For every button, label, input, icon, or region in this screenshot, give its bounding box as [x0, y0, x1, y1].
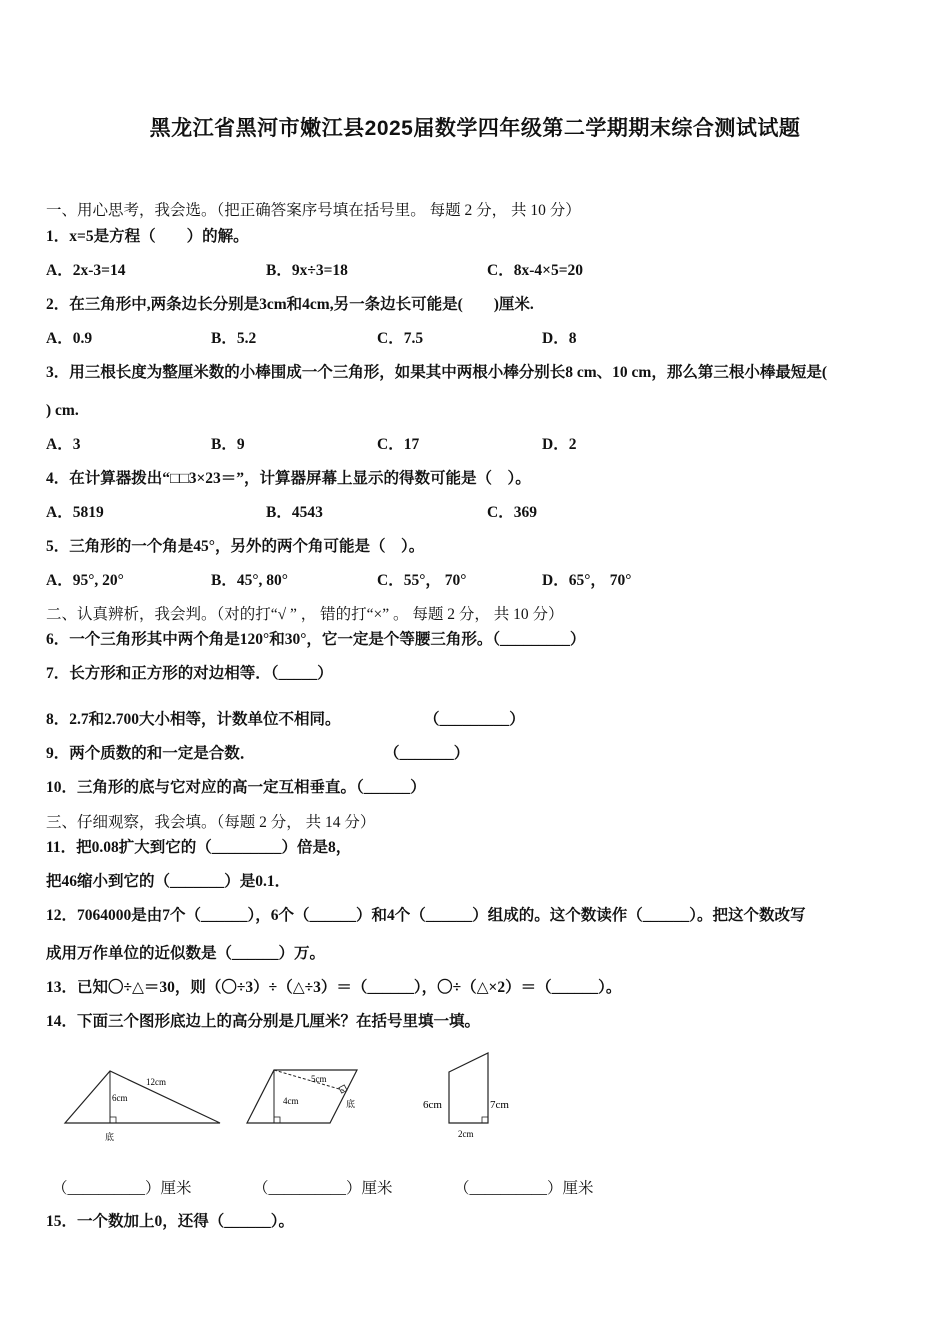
triangle-height-label: 6cm — [112, 1093, 128, 1103]
triangle-figure — [60, 1065, 225, 1150]
question-12: 12．7064000是由7个（______），6个（______）和4个（______）组成的。这个数读作（______）。把这个数改写 — [46, 907, 806, 924]
question-8: 8．2.7和2.700大小相等，计数单位不相同。 — [46, 711, 341, 728]
question-2: 2．在三角形中,两条边长分别是3cm和4cm,另一条边长可能是( )厘米. — [46, 296, 534, 313]
question-11: 11．把0.08扩大到它的（_________）倍是8， — [46, 839, 352, 856]
parallelogram-height-label: 4cm — [283, 1096, 299, 1106]
triangle-shape — [65, 1071, 220, 1123]
q4-option-b: B．4543 — [266, 504, 323, 521]
q14-answer-3: （__________）厘米 — [454, 1180, 594, 1197]
section-2-heading: 二、认真辨析，我会判。（对的打“√ ” ， 错的打“×” 。 每题 2 分， 共 10 分） — [46, 606, 564, 623]
question-1: 1．x=5是方程（ ）的解。 — [46, 228, 249, 245]
section-3-heading: 三、仔细观察，我会填。（每题 2 分， 共 14 分） — [46, 814, 376, 831]
question-15: 15．一个数加上0，还得（______）。 — [46, 1213, 295, 1230]
q5-option-c: C．55°， 70° — [377, 572, 467, 589]
parallelogram-figure — [243, 1065, 363, 1130]
question-3-continued: ) cm. — [46, 402, 79, 419]
section-1-heading: 一、用心思考，我会选。（把正确答案序号填在括号里。 每题 2 分， 共 10 分） — [46, 202, 581, 219]
right-angle-mark — [482, 1117, 488, 1123]
trapezoid-left-label: 6cm — [423, 1099, 442, 1111]
parallelogram-side-label: 5cm — [311, 1074, 327, 1084]
trapezoid-right-label: 7cm — [490, 1099, 509, 1111]
trapezoid-bottom-label: 2cm — [458, 1129, 474, 1139]
q4-option-a: A．5819 — [46, 504, 104, 521]
q4-option-c: C．369 — [487, 504, 537, 521]
q2-option-a: A．0.9 — [46, 330, 93, 347]
q2-option-b: B．5.2 — [211, 330, 257, 347]
q2-option-d: D．8 — [542, 330, 577, 347]
question-13: 13．已知〇÷△＝30，则（〇÷3）÷（△÷3）＝（______），〇÷（△×2）＝（______）。 — [46, 979, 622, 996]
question-5: 5．三角形的一个角是45°，另外的两个角可能是（ ）。 — [46, 538, 425, 555]
q14-answer-1: （__________）厘米 — [52, 1180, 192, 1197]
q1-option-b: B．9x÷3=18 — [266, 262, 348, 279]
question-4: 4．在计算器拨出“□□3×23＝”，计算器屏幕上显示的得数可能是（ ）。 — [46, 470, 531, 487]
trapezoid-figure — [420, 1048, 520, 1143]
question-14: 14．下面三个图形底边上的高分别是几厘米？在括号里填一填。 — [46, 1013, 481, 1030]
parallelogram-base-label: 底 — [346, 1099, 356, 1109]
question-3: 3．用三根长度为整厘米数的小棒围成一个三角形，如果其中两根小棒分别长8 cm、10 cm，那么第三根小棒最短是( — [46, 364, 827, 381]
question-11-continued: 把46缩小到它的（_______）是0.1． — [46, 873, 291, 890]
q1-option-a: A．2x-3=14 — [46, 262, 126, 279]
q3-option-b: B．9 — [211, 436, 245, 453]
q5-option-b: B．45°, 80° — [211, 572, 288, 589]
parallelogram-shape — [247, 1070, 357, 1123]
question-9-blank: （_______） — [384, 745, 470, 762]
question-6: 6．一个三角形其中两个角是120°和30°，它一定是个等腰三角形。（_________） — [46, 631, 586, 648]
triangle-side-label: 12cm — [146, 1077, 166, 1087]
q3-option-d: D．2 — [542, 436, 577, 453]
q3-option-c: C．17 — [377, 436, 420, 453]
question-8-blank: （_________） — [424, 711, 525, 728]
trapezoid-shape — [449, 1053, 488, 1123]
question-10: 10．三角形的底与它对应的高一定互相垂直。（______） — [46, 779, 426, 796]
question-9: 9．两个质数的和一定是合数． — [46, 745, 256, 762]
q5-option-d: D．65°， 70° — [542, 572, 632, 589]
q5-option-a: A．95°, 20° — [46, 572, 124, 589]
question-7: 7．长方形和正方形的对边相等．（_____） — [46, 665, 333, 682]
q3-option-a: A．3 — [46, 436, 81, 453]
right-angle-mark — [110, 1117, 116, 1123]
q1-option-c: C．8x-4×5=20 — [487, 262, 584, 279]
page-title: 黑龙江省黑河市嫩江县2025届数学四年级第二学期期末综合测试试题 — [149, 117, 801, 140]
triangle-base-label: 底 — [105, 1132, 115, 1142]
right-angle-mark — [274, 1117, 280, 1123]
q2-option-c: C．7.5 — [377, 330, 424, 347]
q14-answer-2: （__________）厘米 — [253, 1180, 393, 1197]
question-12-continued: 成用万作单位的近似数是（______）万。 — [46, 945, 326, 962]
parallelogram-dashed-height — [274, 1070, 346, 1091]
